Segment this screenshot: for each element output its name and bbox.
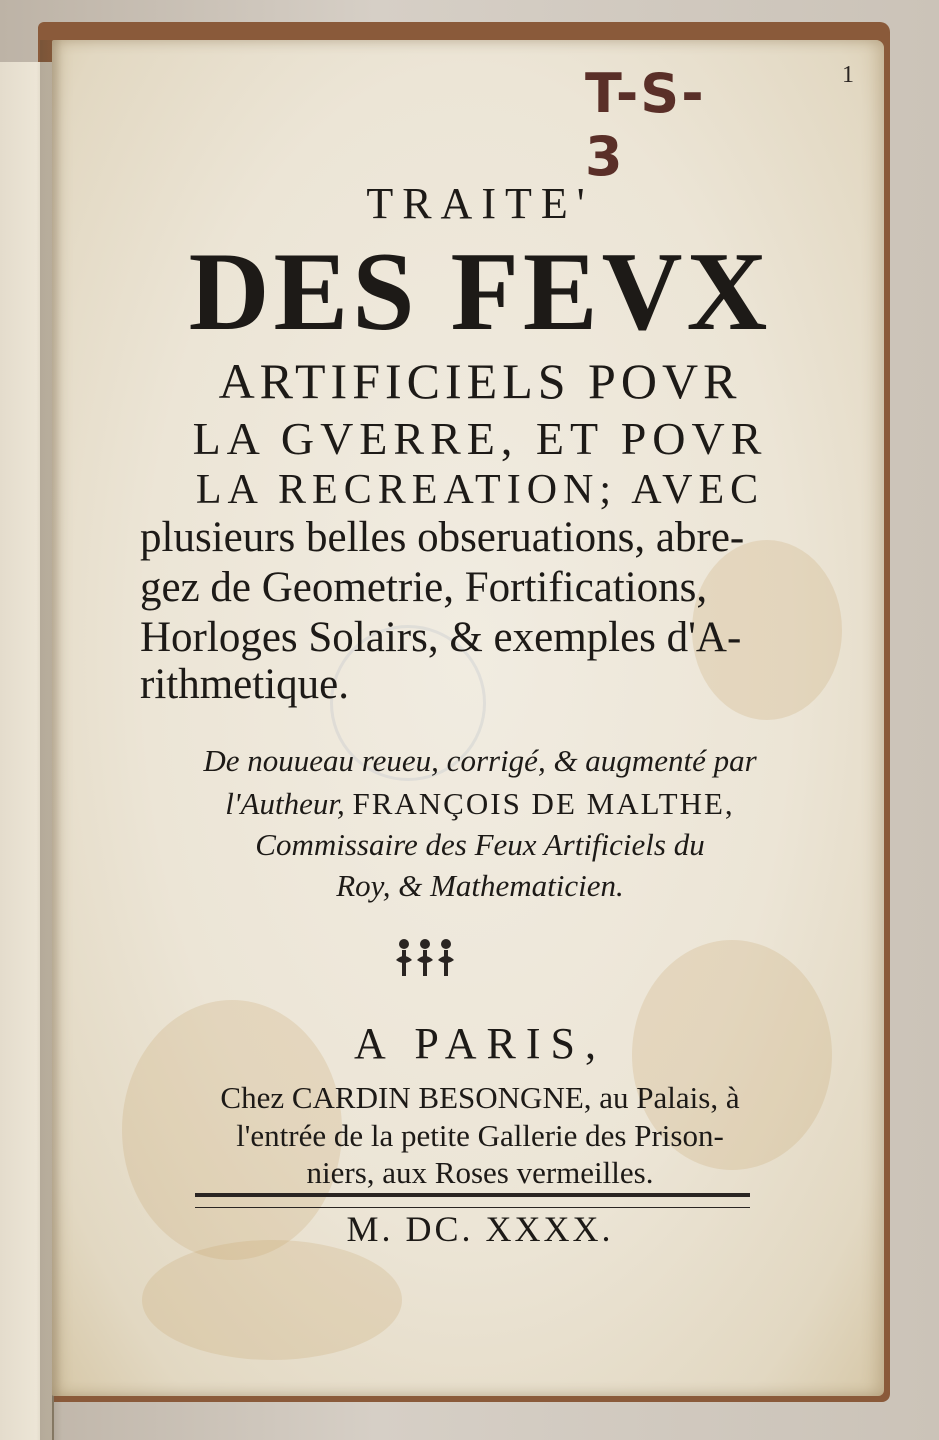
- revision-line-1: De nouueau reueu, corrigé, & augmenté par: [203, 743, 757, 778]
- body-line-2: gez de Geometrie, Fortifications,: [140, 564, 708, 611]
- revision-line-2: [100, 786, 860, 822]
- folio-number: 1: [842, 62, 854, 88]
- imprint-line-2: l'entrée de la petite Gallerie des Prison-: [236, 1118, 724, 1153]
- body-line-4: rithmetique.: [140, 661, 349, 708]
- spine-shadow: [40, 40, 62, 1440]
- revision-line-3: Commissaire des Feux Artificiels du: [255, 827, 705, 862]
- fleuron-ornament: [394, 936, 456, 980]
- foxing-stain: [142, 1240, 402, 1360]
- subtitle-line-1: ARTIFICIELS POVR: [218, 353, 742, 409]
- handwritten-shelfmark: T-S-3: [585, 62, 706, 188]
- imprint-line-3: niers, aux Roses vermeilles.: [306, 1155, 654, 1190]
- imprint-line-1: Chez CARDIN BESONGNE, au Palais, à: [220, 1080, 740, 1115]
- body-line-1: plusieurs belles obseruations, abre-: [140, 514, 745, 561]
- imprint-date: M. DC. XXXX.: [346, 1209, 614, 1249]
- revision-line-4: Roy, & Mathematicien.: [336, 868, 624, 903]
- subtitle-line-2: LA GVERRE, ET POVR: [192, 413, 768, 464]
- double-rule: [195, 1193, 750, 1208]
- subtitle-line-3: LA RECREATION; AVEC: [195, 467, 765, 513]
- revision-prefix: l'Autheur,: [225, 786, 353, 821]
- body-line-3: Horloges Solairs, & exemples d'A-: [140, 614, 742, 661]
- main-title: DES FEVX: [188, 230, 772, 354]
- title-traite: TRAITE': [366, 179, 594, 228]
- imprint-city: A PARIS,: [353, 1019, 607, 1068]
- author-name: FRANÇOIS DE MALTHE,: [352, 786, 735, 821]
